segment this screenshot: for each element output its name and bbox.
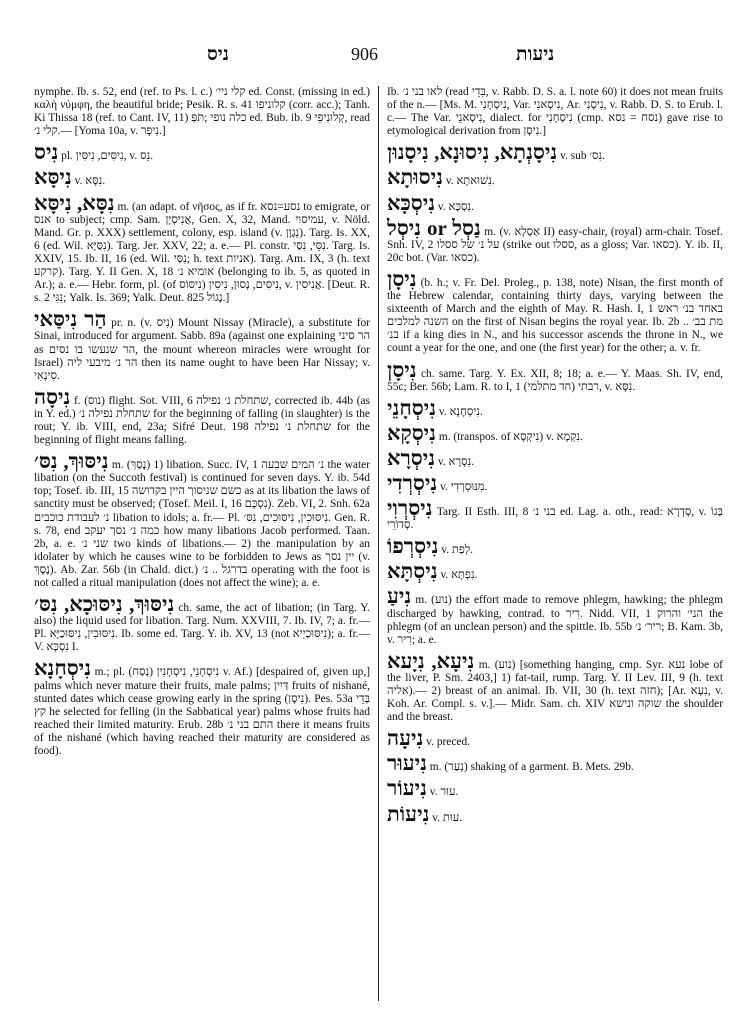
entry-headword: נִיסְתָּא: [387, 559, 438, 584]
entry-text: (b. h.; v. Fr. Del. Proleg., p. 138, note) Nisan, the first month of the Hebrew calendar, containing thirty days, varying between the sixteenth of March and the eighth of May. R. Hash. I, 1 באחד בנ׳ ראש השנה למלכים on the first of Nisan begins the royal year. Ib. 2b מת בב׳ .. בנ׳ if a king dies in N., and his successor ascends the throne in N., we count a year for the one, and one (the first year) for the other; a. v. fr.: [387, 276, 724, 355]
entry-headword: נִיסְל or נַסְל: [387, 215, 481, 240]
entry-text: v. נִפְתָּא.: [440, 569, 478, 582]
entry-text: v. sub נִס׳.: [560, 150, 606, 163]
entry-text: v. נִיסְחָנָא.: [438, 405, 483, 418]
entry-text: v. לְפַת.: [441, 544, 474, 557]
entry-headword: נִיסְרָא: [387, 445, 436, 470]
entry-headword: נִסָּא, נִיסָּא: [34, 190, 115, 215]
entry-text: v. עוּר.: [429, 786, 459, 799]
entry-headword: נִיסְחָנֵי: [387, 395, 437, 420]
entry-text: m. (נְעַר) shaking of a garment. B. Mets. 29b.: [429, 761, 634, 774]
dictionary-entry: [34, 86, 370, 138]
entry-text: m. (נוע) the effort made to remove phlegm, hawking; the phlegm discharged by hawking, contrad. to רִיר. Nidd. VII, 1 הני׳ והרוק the phlegm (of an unclean person) and the spittle. Ib. 55b ריר׳ נ׳; B. Kam. 3b, v. רִיר; a. e.: [387, 594, 723, 646]
dictionary-entry: [34, 308, 370, 382]
dictionary-entry: [34, 141, 370, 163]
entry-headword: נִיסָן: [387, 266, 417, 291]
running-headword-right: ניעות: [516, 44, 555, 65]
dictionary-entry: [387, 585, 723, 646]
entry-headword: נִיסְרְוִי: [387, 496, 433, 521]
page-number: 906: [351, 44, 378, 64]
dictionary-entry: [387, 422, 723, 444]
dictionary-entry: [34, 192, 370, 306]
dictionary-entry: [34, 593, 370, 654]
dictionary-entry: [34, 386, 370, 447]
entry-headword: נִיסוּתָא: [387, 165, 443, 190]
dictionary-entry: [387, 268, 723, 356]
entry-headword: נִיסְכָּא: [387, 190, 436, 215]
page-header: [0, 44, 750, 68]
dictionary-entry: [387, 472, 723, 494]
dictionary-entry: [387, 752, 723, 774]
entry-headword: הַר נִיסַּאי: [34, 307, 107, 332]
entry-text: nymphe. Ib. s. 52, end (ref. to Ps. l. c.) קלי ניי׳ ed. Const. (missing in ed.) καλὴ νύμφη, the beautiful bride; Pesik. R. s. 41 קלוניפו (corr. acc.); Tanh. Ki Thissa 18 (ref. to Cant. IV, 11) כלה נופי ;תֹּפְּ ed. Bub. ib. 9 קְלוּנִיפֵּי, read קלי נ׳.— [Yoma 10a, v. נִיפָר.]: [34, 86, 371, 138]
entry-text: m. (v. אַסְלָא II) easy-chair, (royal) arm-chair. Tosef. Snh. IV, 2 על נ׳ של ססלו (strike out ססלו, as a gloss; Var. כסאו). Y. ib. II, 20c bot. (Var. כסאו).: [387, 225, 723, 264]
entry-text: v. preced.: [426, 736, 471, 749]
entry-headword: נִיעוֹר: [387, 776, 427, 801]
left-column: [34, 86, 370, 761]
entry-text: v. נִשׁוּאתָא.: [445, 175, 495, 188]
dictionary-entry: [387, 359, 723, 394]
entry-headword: נִיסְרְדִי: [387, 470, 438, 495]
entry-text: pr. n. (v. נִיס) Mount Nissay (Miracle), a substitute for Sinai, introduced for argument. Sabb. 89a (against one explaining הר סיני as הר שנעשו בו נסים, the mount whereon miracles were wrought for Israel) הר נ׳ מיבעי ליה then its name ought to have been Har Nissay; v. סִינָאִי.: [34, 317, 371, 382]
dictionary-entry: [387, 535, 723, 557]
entry-text: pl. נִיסִּים, נִיסִּין, v. נֵס.: [61, 150, 154, 163]
column-divider: [378, 86, 379, 1001]
entry-text: m.; pl. נִיסְחָנֵי, נִיסְחָנִין (נְסַח) v. Af.) [despaired of, given up,] palms which never mature their fruits, male palms; דַּיִין fruits of nishané, stunted dates which cease growing early in the spring (נִיסָן). Pes. 53a בְּדֵי קץ he selected for felling (in the Sabbatical year) palms whose fruits had reached their limited maturity. Erub. 28b התם בני נ׳ there it means fruits of the nishané (which having reached their maturity are considered as food).: [34, 666, 371, 758]
dictionary-entry: [34, 450, 370, 590]
dictionary-entry: [387, 497, 723, 532]
dictionary-entry: [387, 217, 723, 265]
entry-text: v. נִסְרָא.: [437, 455, 475, 468]
entry-headword: נִיסְרְפוֹ: [387, 534, 439, 559]
entry-text: v. עוּת.: [432, 811, 463, 824]
dictionary-entry: [387, 166, 723, 188]
entry-text: v. נִסָּא.: [74, 175, 106, 188]
dictionary-entry: [34, 166, 370, 188]
dictionary-entry: [387, 650, 723, 724]
dictionary-entry: [387, 141, 723, 163]
entry-headword: נִיסָה: [34, 384, 71, 409]
dictionary-entry: [387, 397, 723, 419]
entry-text: Targ. II Esth. III, 8 בני נ׳ ed. Lag. a. oth., read: סְדְרָא, v. בְּגוֹ סְדוֹרֵי.: [387, 506, 723, 532]
entry-text: Ib. לאו בני נ׳ (read בִּדֵי, v. Rabb. D. S. a. l. note 60) it does not mean fruits of the n.— [Ms. M. נִיסְחָנִי, Var. נִיסְאנִי, Ar. נִיסָנִי, v. Rabb. D. S. to Erub. l. c.— The Var. נִיסְאנֵי, dialect. for נִיסְחָנִי (cmp. נסח = נסא) gave rise to etymological derivation from נִיסָן.]: [387, 86, 724, 138]
entry-headword: נִיעָא, נִיָעא: [387, 648, 475, 673]
entry-headword: נִיעַ: [387, 584, 412, 609]
entry-text: v. מִנּוּסְרְדִי.: [440, 480, 488, 493]
entry-headword: נִיסּוּךְ, נִיסּוּכָא, נִסּ׳: [34, 592, 175, 617]
dictionary-entry: [387, 803, 723, 825]
entry-text: v. נִסְכָּא.: [437, 200, 474, 213]
entry-headword: נִיעָה: [387, 726, 424, 751]
entry-headword: נִיסּוּךְ, נִסּ׳: [34, 449, 109, 474]
running-headword-left: ניס: [207, 44, 229, 65]
entry-text: f. (נוס) flight. Sot. VIII, 6 שתחלת נ׳ נפילה, corrected ib. 44b (as in Y. ed.) שתחלת נפילה נ׳ for the beginning of falling (in slaughter) is the rout; Y. ib. VIII, end, 23a; Sifré Deut. 198 שתחלת נ׳ נפילה for the beginning of flight means falling.: [34, 394, 370, 447]
dictionary-entry: [387, 560, 723, 582]
entry-headword: נִיעוּר: [387, 751, 427, 776]
entry-headword: נִיסָנְתָא, נִיסוּנָא, נִיסָנוּן: [387, 140, 558, 165]
entry-headword: נִיסְקָא: [387, 420, 437, 445]
dictionary-entry: [387, 192, 723, 214]
dictionary-entry: [387, 447, 723, 469]
dictionary-entry: [387, 86, 723, 138]
dictionary-entry: [34, 657, 370, 758]
entry-headword: נִיעוֹת: [387, 801, 430, 826]
entry-headword: נִיסָּא: [34, 165, 72, 190]
entry-headword: נִיסְחָנָא: [34, 656, 92, 681]
entry-headword: נִיסָן: [387, 357, 417, 382]
entry-text: m. (transpos. of נִיקְסָא) v. נִקְמָא.: [438, 430, 583, 443]
entry-text: ch. same, the act of libation; (in Targ. Y. also) the liquid used for libation. Targ. Num. XXVIII, 7. Ib. IV, 7; a. fr.— Pl. נִיסּוּכִין, נִיסּוּכַיָּא. Ib. some ed. Targ. Y. ib. XV, 13 (not נִיסּוּכַיְיא); a. fr.— V. נִסְכָּא I.: [34, 602, 370, 654]
entry-headword: נִיס: [34, 140, 59, 165]
dictionary-entry: [387, 727, 723, 749]
entry-text: m. (an adapt. of νῆσος, as if fr. נסע=נסא to emigrate, or אנס to subject; cmp. Sam. אֲנִיסְיָן, Gen. X, 32, Mand. עמיסוי, v. Nöld. Mand. Gr. p. XXX) settlement, colony, esp. island (v. נְגָוָן). Targ. Is. XX, 6 (ed. Wil. נִסַּיָּא). Targ. Jer. XXV, 22; a. e.— Pl. constr. נִסֵּי, נִסַּי. Targ. Is. XXIV, 15. Ib. II, 16 (ed. Wil. נִסַּי; h. text אניות). Targ. Am. IX, 3 (h. text קרקע). Targ. Y. II Gen. X, 18 אומיא נ׳ (belonging to ib. 5, as quoted in Ar.); a. e.— Hebr. form, pl. (of נִיסּוֹס) נִיסִּים, נְסוּן, נִיסִין, v. אֲנִיסִין. [Deut. R. s. 2 נִגִּי; Yalk. Is. 369; Yalk. Deut. 825 נָגוֹל.]: [34, 200, 370, 305]
dictionary-entry: [387, 777, 723, 799]
entry-text: m. (נוע) [something hanging, cmp. Syr. נעא lobe of the liver, P. Sm. 2403,] 1) fat-tail, rump. Targ. Y. II Lev. III, 9 (h. text אליה).— 2) breast of an animal. Ib. VII, 30 (h. text חזה); [Ar. נִעָא, v. Koh. Ar. Compl. s. v.].— Midr. Sam. ch. XIV שוקה ונישא the shoulder and the breast.: [387, 658, 724, 724]
right-column: [387, 86, 723, 828]
entry-text: m. (נָסַךְ) 1) libation. Succ. IV, 1 נ׳ המים שבעה the water libation (on the Succoth festival) is continued for seven days. Y. ib. 54d top; Tosef. ib. III, 15 כשם שניסוך היין בקדושה as at its libation the laws of sanctity must be observed; (Tosef. Meil. I, 16 נִסְכָּם). Zeb. VI, 2. Snh. 62a נ׳ לעבודת כוכבים libation to idols; a. fr.— Pl. נִיסּוּכִין, נִיסּוּכִים, נִסּ׳. Gen. R. s. 78, end כמה נ׳ נסך יעקב how many libations Jacob performed. Taan. 2b, a. e. שני נ׳ two kinds of libations.— 2) the manipulation by an idolater by which he causes wine to be forbidden to Jews as יין נסך (v. נֶסֶךְ). Ab. Zar. 56b (in Chald. dict.) בדרגל .. נ׳ operating with the foot is not called a ritual manipulation (does not affect the wine); a. e.: [34, 459, 371, 589]
entry-text: ch. same. Targ. Y. Ex. XII, 8; 18; a. e.— Y. Maas. Sh. IV, end, 55c; Ber. 56b; Lam. R. to I, 1 רבתי (חד מתלמי), v. נִסָּא.: [387, 367, 723, 393]
